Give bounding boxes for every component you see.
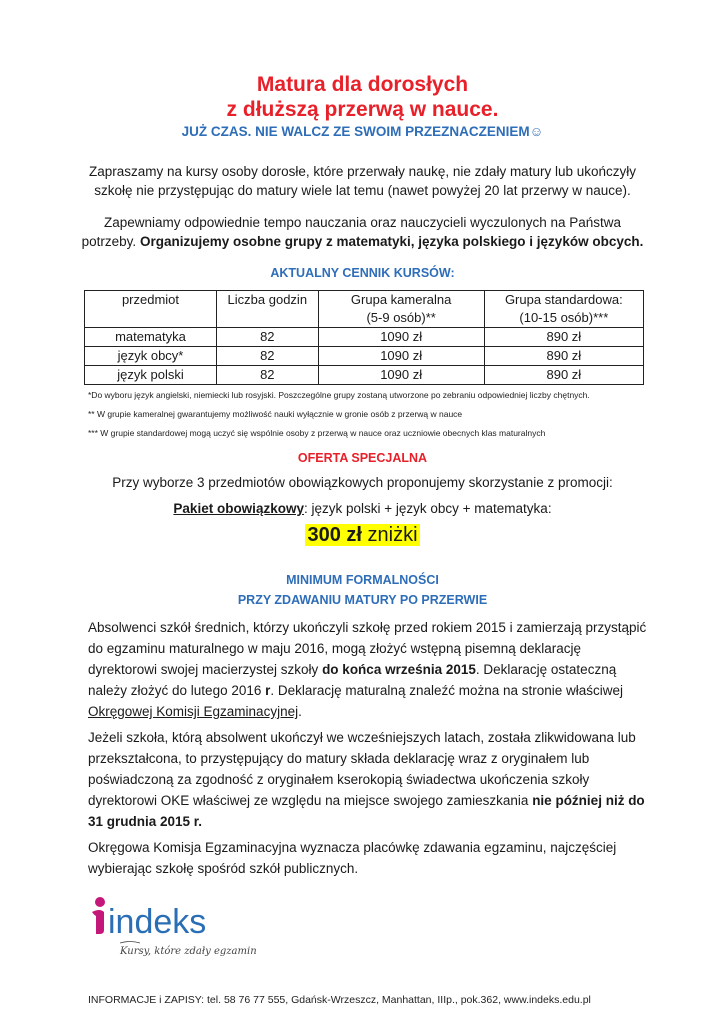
offer-heading: OFERTA SPECJALNA: [297, 451, 428, 465]
discount-amount: 300 zł: [307, 524, 362, 546]
cell-standard-price: 890 zł: [484, 347, 643, 366]
page-title-line1: Matura dla dorosłych: [256, 73, 469, 96]
cell-standard-price: 890 zł: [484, 328, 643, 347]
intro-p2-line1: Zapewniamy odpowiednie tempo nauczania oraz nauczycieli wyczulonych na Państwa: [103, 215, 622, 230]
cell-chamber-price: 1090 zł: [318, 347, 484, 366]
formalities-paragraph-2: Jeżeli szkoła, którą absolwent ukończył we wcześniejszych latach, została zlikwidowana lub przekształcona, to przystępujący do matury składa deklarację wraz z oryginałem lub poświadczoną za zgodność z oryginałem kserokopią świadectwa ukończenia szkoły dyrektorowi OKE właściwej ze względu na miejsce swojego zamieszkania nie później niż do 31 grudnia 2015 r.: [88, 730, 645, 829]
page-title-line2: z dłuższą przerwą w nauce.: [226, 98, 499, 121]
col-header-chamber: Grupa kameralna (5-9 osób)**: [318, 291, 484, 328]
pricing-heading: AKTUALNY CENNIK KURSÓW:: [270, 266, 455, 280]
col-header-hours: Liczba godzin: [216, 291, 318, 328]
package-label: Pakiet obowiązkowy: [173, 501, 304, 516]
table-row: [85, 328, 644, 347]
intro-p2-line2: [60, 232, 665, 251]
logo-tagline: Kursy, które zdały egzamin: [120, 946, 257, 957]
table-row: [85, 366, 644, 385]
cell-standard-price: 890 zł: [484, 366, 643, 385]
cell-chamber-price: 1090 zł: [318, 366, 484, 385]
intro-p2-bold: Organizujemy osobne grupy z matematyki, języka polskiego i języków obcych.: [139, 234, 644, 249]
pricing-table: [84, 290, 644, 385]
cell-subject: język obcy*: [85, 347, 217, 366]
intro-paragraph-2: [60, 213, 665, 251]
pricing-note-2: ** W grupie kameralnej gwarantujemy możliwość nauki wyłącznie w gronie osób z przerwą w nauce: [88, 409, 463, 419]
cell-hours: 82: [216, 347, 318, 366]
indeks-logo: [90, 888, 290, 958]
discount-badge: [0, 524, 725, 547]
discount-word: zniżki: [361, 524, 418, 546]
offer-package-line: [60, 499, 665, 518]
oke-link[interactable]: Okręgowej Komisji Egzaminacyjnej: [88, 704, 299, 719]
footer-contact: INFORMACJE i ZAPISY: tel. 58 76 77 555, Gdańsk-Wrzeszcz, Manhattan, IIIp., pok.362, www.indeks.edu.pl: [88, 994, 591, 1006]
discount-highlight: [305, 524, 419, 546]
intro-p2-plain: potrzeby.: [81, 234, 137, 249]
pricing-note-3: *** W grupie standardowej mogą uczyć się wspólnie osoby z przerwą w nauce oraz uczniowie obecnych klas maturalnych: [88, 428, 546, 438]
offer-line1: Przy wyborze 3 przedmiotów obowiązkowych proponujemy skorzystanie z promocji:: [112, 475, 613, 490]
col-header-subject: przedmiot: [85, 291, 217, 328]
table-row: [85, 347, 644, 366]
pricing-note-1: *Do wyboru język angielski, niemiecki lub rosyjski. Poszczególne grupy zostaną utworzone po zebraniu odpowiedniej liczby chętnych.: [88, 390, 590, 400]
cell-chamber-price: 1090 zł: [318, 328, 484, 347]
formalities-heading-1: MINIMUM FORMALNOŚCI: [286, 573, 439, 587]
intro-p1-line2: szkołę nie przystępując do matury wiele lat temu (nawet powyżej 20 lat przerwy w nauce).: [94, 183, 631, 198]
intro-paragraph-1: [60, 162, 665, 200]
table-header-row: [85, 291, 644, 328]
formalities-heading-2: PRZY ZDAWANIU MATURY PO PRZERWIE: [237, 593, 488, 607]
cell-hours: 82: [216, 328, 318, 347]
package-details: : język polski + język obcy + matematyka:: [303, 501, 552, 516]
cell-subject: język polski: [85, 366, 217, 385]
page-subtitle: JUŻ CZAS. NIE WALCZ ZE SWOIM PRZEZNACZENIEM☺: [181, 124, 544, 139]
col-header-standard: Grupa standardowa: (10-15 osób)***: [484, 291, 643, 328]
formalities-paragraph-1: Absolwenci szkół średnich, którzy ukończyli szkołę przed rokiem 2015 i zamierzają przystąpić do egzaminu maturalnego w maju 2016, mogą złożyć wstępną pisemną deklarację dyrektorowi swojej macierzystej szkoły do końca września 2015. Deklarację ostateczną należy złożyć do lutego 2016 r. Deklarację maturalną znaleźć można na stronie właściwej Okręgowej Komisji Egzaminacyjnej.: [88, 620, 647, 719]
intro-p1-line1: Zapraszamy na kursy osoby dorosłe, które przerwały naukę, nie zdały matury lub ukończyły: [89, 164, 636, 179]
indeks-logo-mark: [90, 888, 290, 958]
logo-wordmark: indeks: [108, 903, 207, 941]
formalities-paragraph-3: Okręgowa Komisja Egzaminacyjna wyznacza placówkę zdawania egzaminu, najczęściej wybierając szkołę spośród szkół publicznych.: [88, 840, 617, 876]
cell-hours: 82: [216, 366, 318, 385]
cell-subject: matematyka: [85, 328, 217, 347]
